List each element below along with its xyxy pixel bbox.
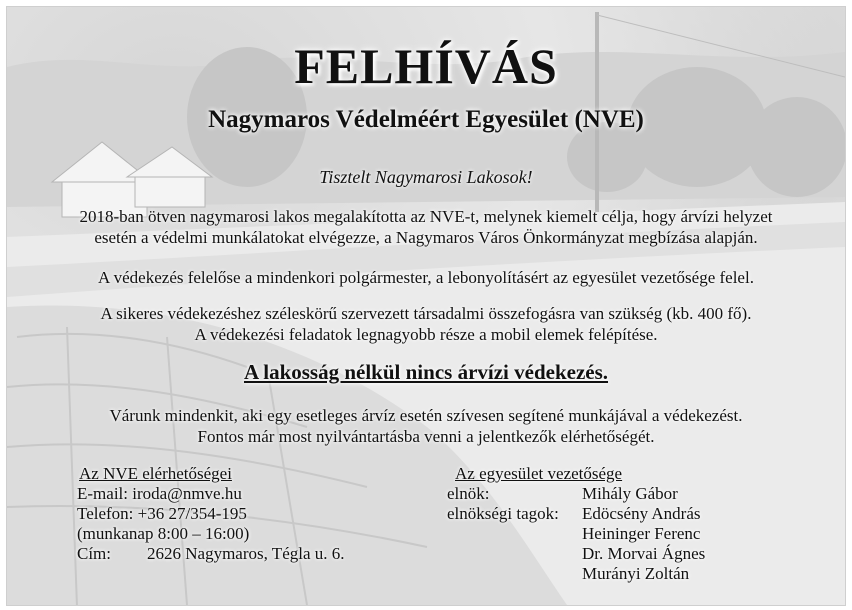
board-heading: Az egyesület vezetősége: [455, 464, 623, 483]
member-name: Heininger Ferenc: [582, 524, 701, 543]
contact-heading: Az NVE elérhetőségei: [79, 464, 232, 483]
member-name: Edöcsény András: [582, 504, 701, 523]
poster: [6, 6, 846, 606]
contact-email: E-mail: iroda@nmve.hu: [77, 484, 242, 503]
paragraph-line: A védekezési feladatok legnagyobb része a mobil elemek felépítése.: [194, 325, 658, 344]
board-member-row: [447, 564, 777, 584]
paragraph-line: Várunk mindenkit, aki egy esetleges árvíz esetén szívesen segítené munkájával a védekezést.: [109, 406, 743, 425]
member-name: Murányi Zoltán: [582, 564, 690, 583]
contact-hours: (munkanap 8:00 – 16:00): [77, 524, 250, 543]
address-value: 2626 Nagymaros, Tégla u. 6.: [147, 544, 345, 563]
contact-block: [77, 464, 437, 564]
board-member-row: [447, 504, 777, 524]
paragraph-responsibility: A védekezés felelőse a mindenkori polgármester, a lebonyolításért az egyesület vezetősége felel.: [98, 268, 754, 287]
notice-content: [7, 7, 845, 605]
board-block: [447, 464, 777, 584]
paragraph-line: Fontos már most nyilvántartásba venni a jelentkezők elérhetőségét.: [197, 427, 655, 446]
paragraph-line: esetén a védelmi munkálatokat elvégezze, a Nagymaros Város Önkormányzat megbízása alapján.: [94, 228, 758, 247]
greeting: Tisztelt Nagymarosi Lakosok!: [319, 167, 533, 187]
board-president-row: [447, 484, 777, 504]
paragraph-invitation: [7, 405, 845, 447]
paragraph-cooperation: [7, 303, 845, 345]
president-role: elnök:: [447, 484, 490, 503]
member-name: Dr. Morvai Ágnes: [582, 544, 706, 563]
board-member-row: [447, 524, 777, 544]
paragraph-line: A sikeres védekezéshez széleskörű szervezett társadalmi összefogásra van szükség (kb. 400 fő).: [100, 304, 752, 323]
organization-name: Nagymaros Védelméért Egyesület (NVE): [208, 106, 644, 133]
paragraph-line: 2018-ban ötven nagymarosi lakos megalakította az NVE-t, melynek kiemelt célja, hogy árvízi helyzet: [79, 207, 773, 226]
members-role: elnökségi tagok:: [447, 504, 559, 523]
notice-title: FELHÍVÁS: [294, 38, 558, 94]
board-member-row: [447, 544, 777, 564]
president-name: Mihály Gábor: [582, 484, 678, 503]
contact-address: [77, 544, 437, 564]
contact-phone: Telefon: +36 27/354-195: [77, 504, 247, 523]
address-label: Cím:: [77, 544, 112, 563]
paragraph-founding: [7, 206, 845, 248]
slogan: A lakosság nélkül nincs árvízi védekezés.: [243, 360, 609, 384]
